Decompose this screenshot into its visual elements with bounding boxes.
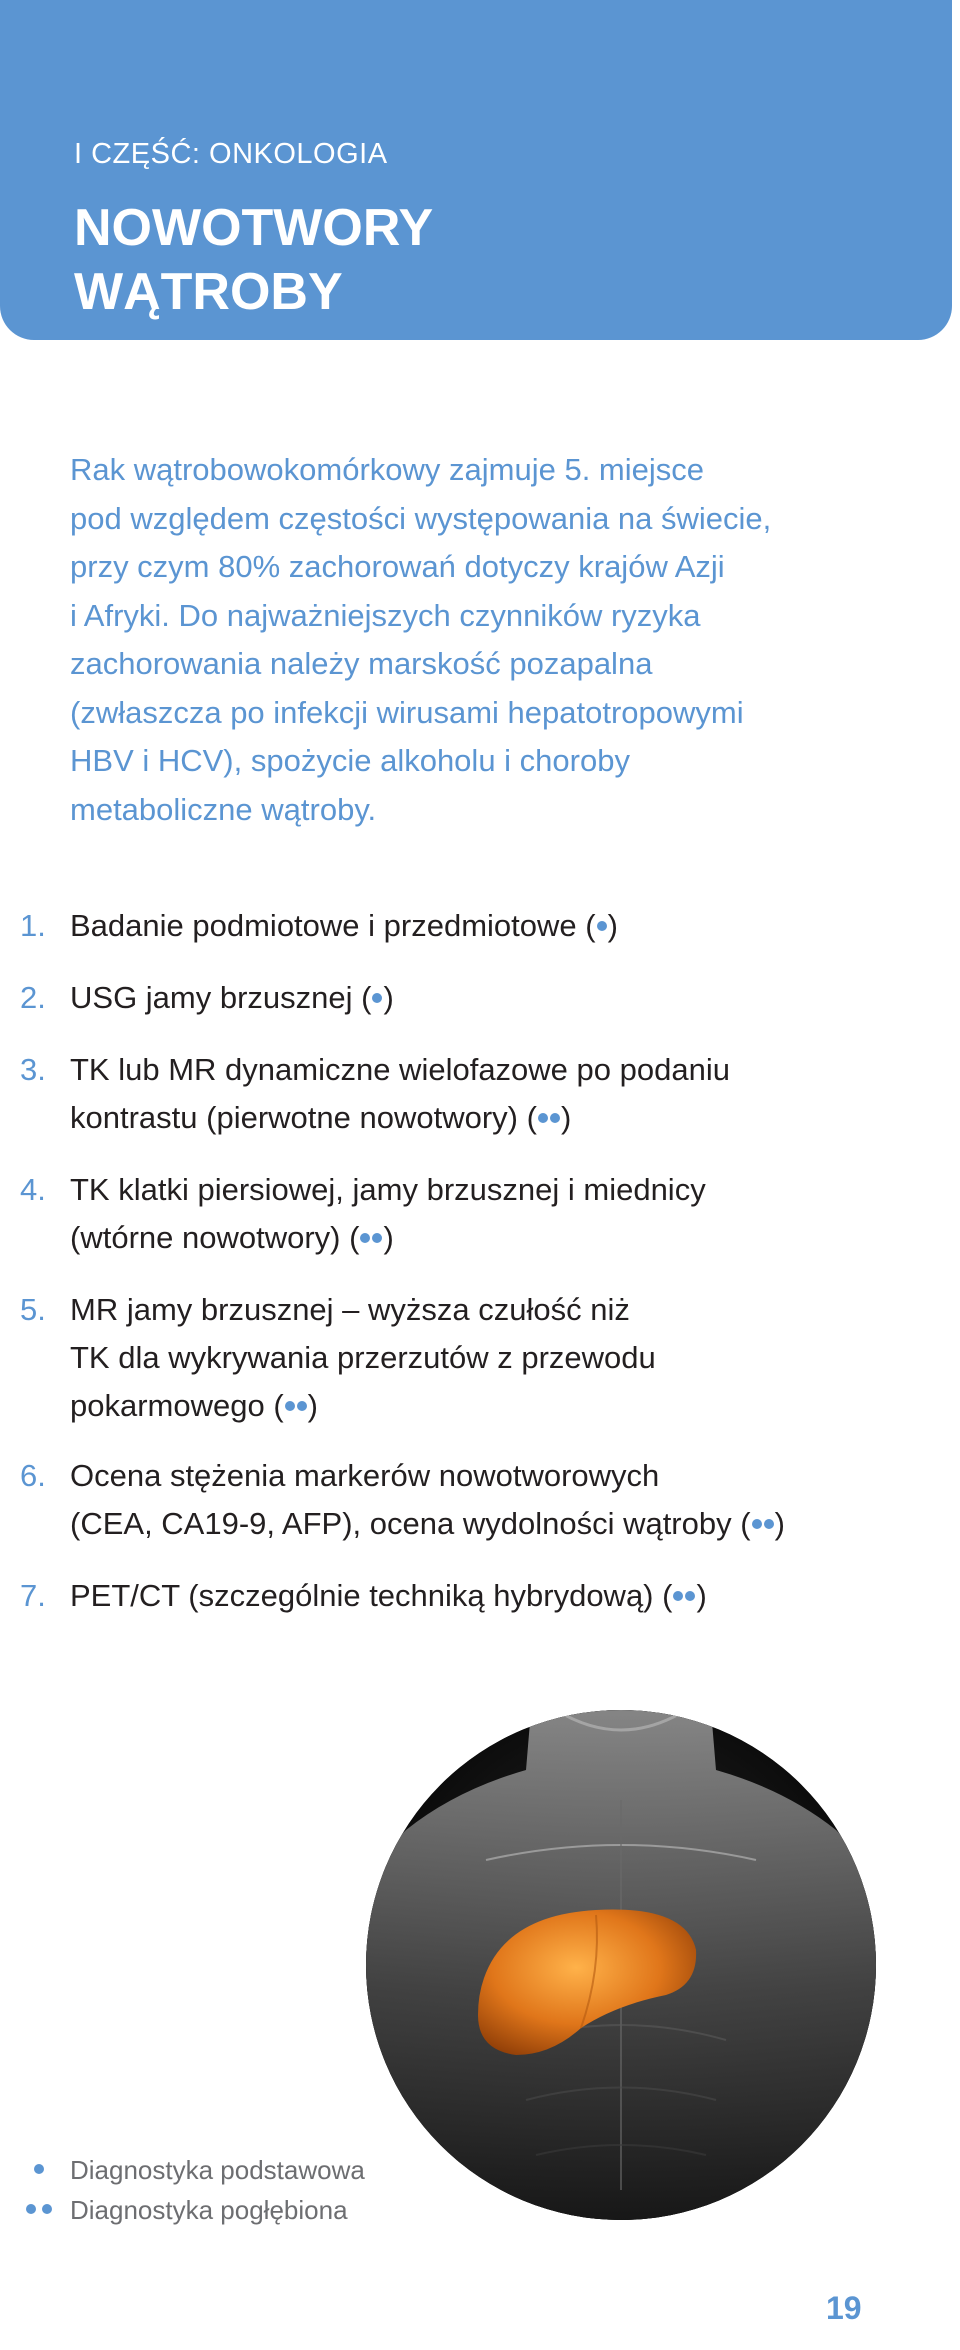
intro-line: zachorowania należy marskość pozapalna — [70, 646, 653, 681]
diagnostic-level-marker: ( ) — [526, 1100, 572, 1135]
torso-liver-icon — [366, 1710, 876, 2220]
list-item-number: 6. — [20, 1458, 46, 1493]
level-dot-icon — [372, 1233, 382, 1243]
list-item-number: 3. — [20, 1052, 46, 1087]
level-dot-icon — [550, 1113, 560, 1123]
intro-line: pod względem częstości występowania na świecie, — [70, 500, 772, 536]
list-item-text: TK dla wykrywania przerzutów z przewodu — [70, 1340, 656, 1375]
page-title-line: NOWOTWORY — [74, 199, 434, 257]
intro-line: (zwłaszcza po infekcji wirusami hepatotropowymi — [70, 694, 744, 730]
diagnostic-level-marker: ( ) — [585, 908, 618, 943]
list-item-number: 1. — [20, 908, 46, 943]
intro-line: i Afryki. Do najważniejszych czynników ryzyka — [70, 597, 701, 633]
list-item-text: TK lub MR dynamiczne wielofazowe po podaniu — [70, 1052, 730, 1087]
list-item-number: 7. — [20, 1578, 46, 1613]
liver-anatomy-illustration — [366, 1710, 876, 2220]
intro-line: przy czym 80% zachorowań dotyczy krajów Azji — [70, 549, 725, 584]
page-title — [74, 196, 433, 324]
level-dot-icon — [372, 993, 382, 1003]
level-dot-icon — [42, 2204, 52, 2214]
list-item-text: TK klatki piersiowej, jamy brzusznej i miednicy — [70, 1172, 706, 1207]
list-item-number: 4. — [20, 1172, 46, 1207]
level-dot-icon — [685, 1591, 695, 1601]
diagnostic-level-marker: ( ) — [273, 1388, 318, 1423]
legend-label: Diagnostyka podstawowa — [70, 2155, 365, 2185]
level-dot-icon — [360, 1233, 370, 1243]
intro-line: HBV i HCV), spożycie alkoholu i choroby — [70, 743, 630, 778]
list-item-text: MR jamy brzusznej – wyższa czułość niż — [70, 1292, 630, 1327]
page-title-line: WĄTROBY — [74, 263, 343, 321]
diagnostic-level-marker: ( ) — [740, 1506, 785, 1541]
list-item-number: 5. — [20, 1292, 46, 1327]
level-dot-icon — [285, 1401, 295, 1411]
intro-line: metaboliczne wątroby. — [70, 791, 377, 827]
diagnostic-level-marker: ( ) — [361, 980, 394, 1015]
legend-label: Diagnostyka pogłębiona — [70, 2195, 348, 2225]
list-item-text: pokarmowego — [70, 1388, 265, 1423]
list-item-text: Ocena stężenia markerów nowotworowych — [70, 1458, 660, 1493]
list-item-number: 2. — [20, 980, 46, 1015]
level-dot-icon — [26, 2204, 36, 2214]
intro-line: Rak wątrobowokomórkowy zajmuje 5. miejsce — [70, 452, 705, 487]
diagnostic-level-marker: ( ) — [662, 1578, 707, 1613]
intro-paragraph — [70, 446, 910, 834]
section-label: I CZĘŚĆ: ONKOLOGIA — [74, 138, 388, 170]
page-number: 19 — [826, 2290, 862, 2326]
chapter-header — [0, 0, 952, 340]
list-item-text: Badanie podmiotowe i przedmiotowe — [70, 908, 577, 943]
list-item-text: kontrastu (pierwotne nowotwory) — [70, 1100, 518, 1135]
level-dot-icon — [597, 921, 607, 931]
diagnostic-level-marker: ( ) — [349, 1220, 394, 1255]
level-dot-icon — [673, 1591, 683, 1601]
list-item-text: (wtórne nowotwory) — [70, 1220, 341, 1255]
level-dot-icon — [34, 2164, 44, 2174]
diagnostic-level-marker — [26, 2204, 66, 2216]
level-dot-icon — [297, 1401, 307, 1411]
list-item-text: PET/CT (szczególnie techniką hybrydową) — [70, 1578, 654, 1613]
level-dot-icon — [764, 1519, 774, 1529]
level-dot-icon — [752, 1519, 762, 1529]
level-dot-icon — [538, 1113, 548, 1123]
list-item-text: (CEA, CA19-9, AFP), ocena wydolności wątroby — [70, 1506, 732, 1541]
legend-item-advanced — [0, 2190, 500, 2230]
diagnostic-level-marker — [26, 2164, 66, 2176]
legend-item-basic — [0, 2150, 500, 2190]
list-item-text: USG jamy brzusznej — [70, 980, 353, 1015]
